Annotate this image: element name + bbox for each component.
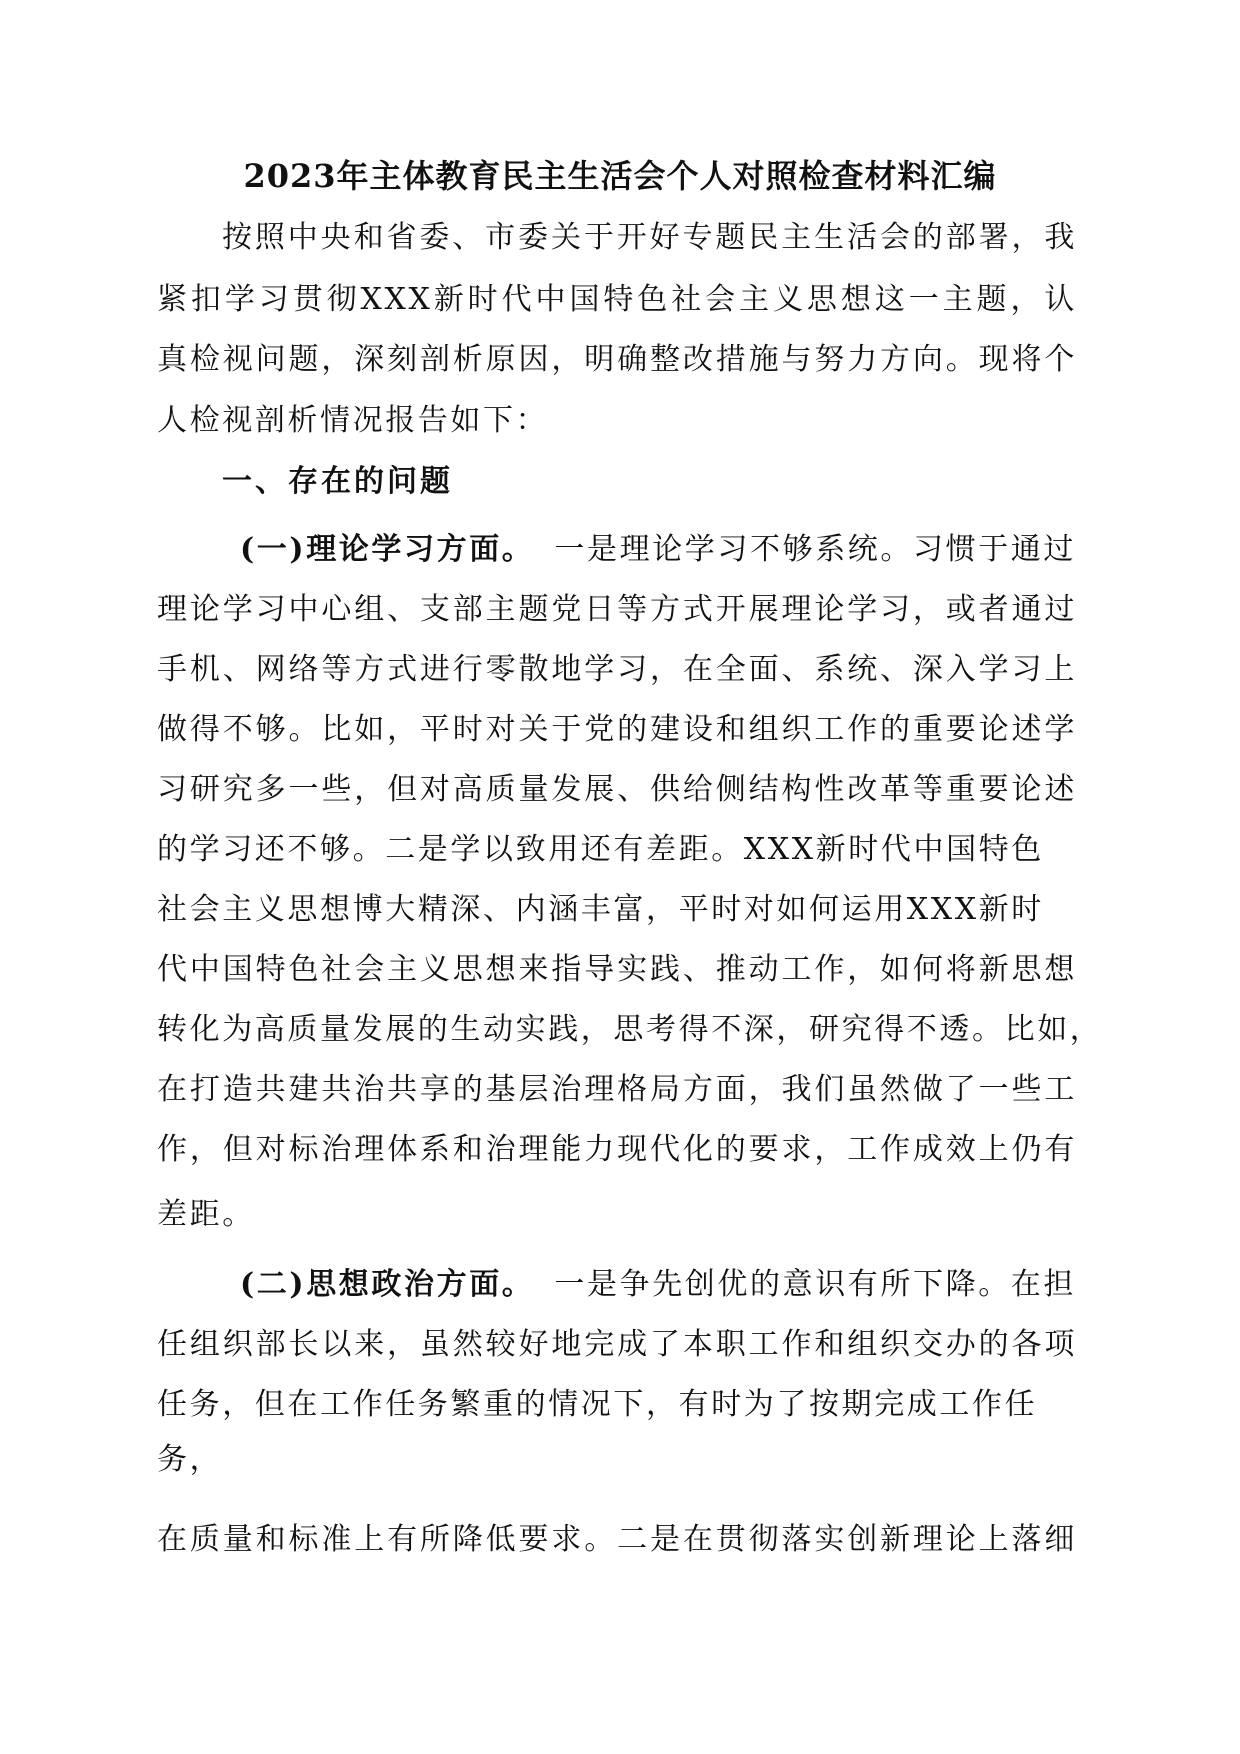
sub2-first-line <box>240 1265 1077 1305</box>
sub1-heading: (一)理论学习方面。 <box>240 532 535 567</box>
sub1-line-2: 手机、网络等方式进行零散地学习，在全面、系统、深入学习上 <box>157 652 1077 687</box>
sub2-line-1: 任组织部长以来，虽然较好地完成了本职工作和组织交办的各项 <box>157 1327 1077 1362</box>
sub1-line-10: 作，但对标治理体系和治理能力现代化的要求，工作成效上仍有 <box>157 1132 1077 1167</box>
sub1-line-5: 的学习还不够。二是学以致用还有差距。XXX新时代中国特色 <box>157 832 1044 867</box>
sub1-first-line <box>240 530 1077 570</box>
sub1-line-1: 理论学习中心组、支部主题党日等方式开展理论学习，或者通过 <box>157 592 1077 627</box>
intro-line-4: 人检视剖析情况报告如下： <box>157 403 549 438</box>
intro-line-1: 按照中央和省委、市委关于开好专题民主生活会的部署，我 <box>222 220 1077 255</box>
sub1-line-8: 转化为高质量发展的生动实践，思考得不深，研究得不透。比如， <box>157 1012 1103 1047</box>
intro-line-2: 紧扣学习贯彻XXX新时代中国特色社会主义思想这一主题，认 <box>157 282 1077 317</box>
intro-line-3: 真检视问题，深刻剖析原因，明确整改措施与努力方向。现将个 <box>157 342 1077 377</box>
sub1-line-9: 在打造共建共治共享的基层治理格局方面，我们虽然做了一些工 <box>157 1072 1077 1107</box>
sub2-first-line-text: 一是争先创优的意识有所下降。在担 <box>554 1267 1076 1302</box>
section-heading-problems: 一、存在的问题 <box>222 464 453 499</box>
sub1-line-7: 代中国特色社会主义思想来指导实践、推动工作，如何将新思想 <box>157 952 1077 987</box>
sub2-line-2: 任务，但在工作任务繁重的情况下，有时为了按期完成工作任 <box>157 1387 1038 1422</box>
sub2-line-3: 务， <box>157 1442 223 1477</box>
sub1-line-4: 习研究多一些，但对高质量发展、供给侧结构性改革等重要论述 <box>157 772 1077 807</box>
sub2-line-4: 在质量和标准上有所降低要求。二是在贯彻落实创新理论上落细 <box>157 1522 1077 1557</box>
sub1-line-3: 做得不够。比如，平时对关于党的建设和组织工作的重要论述学 <box>157 712 1077 747</box>
sub2-heading: (二)思想政治方面。 <box>240 1267 535 1302</box>
sub1-line-11: 差距。 <box>157 1197 255 1232</box>
sub1-line-6: 社会主义思想博大精深、内涵丰富，平时对如何运用XXX新时 <box>157 892 1044 927</box>
sub1-first-line-text: 一是理论学习不够系统。习惯于通过 <box>554 532 1076 567</box>
document-title: 2023年主体教育民主生活会个人对照检查材料汇编 <box>243 157 997 195</box>
